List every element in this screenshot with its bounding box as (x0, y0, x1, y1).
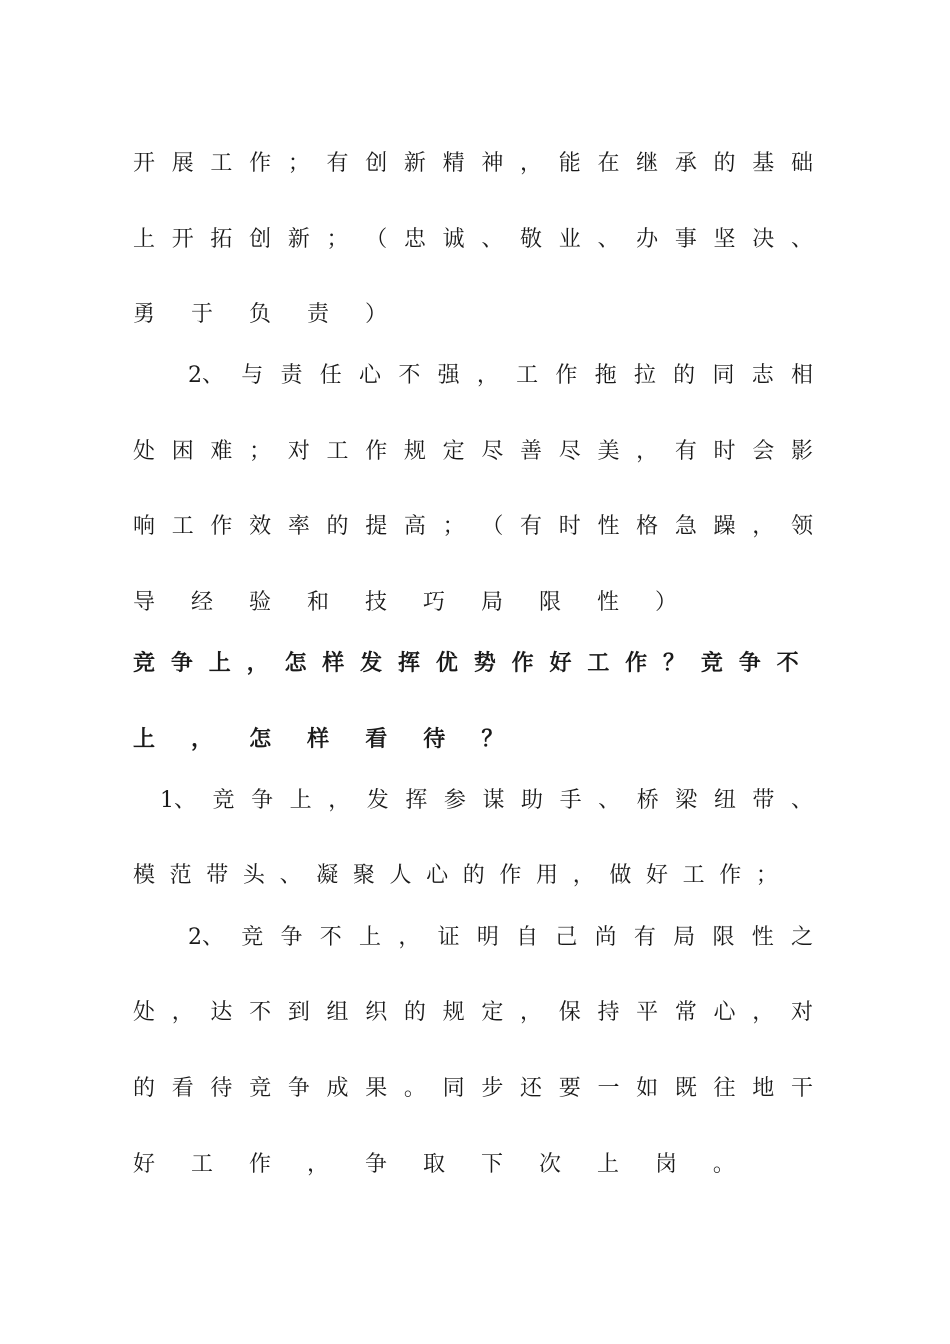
paragraph-line: 处 ， 达 不 到 组 织 的 规 定 ， 保 持 平 常 心 ， 对 (133, 1000, 813, 1025)
paragraph-line: 2、 与 责 任 心 不 强 ， 工 作 拖 拉 的 同 志 相 (188, 363, 813, 388)
paragraph-line: 1、 竞 争 上 ， 发 挥 参 谋 助 手 、 桥 梁 纽 带 、 (160, 788, 813, 813)
paragraph-line: 模 范 带 头 、 凝 聚 人 心 的 作 用 ， 做 好 工 作 ； (133, 863, 778, 888)
paragraph-line: 勇 于 负 责 ） (133, 302, 402, 327)
section-heading: 竞 争 上 ， 怎 样 发 挥 优 势 作 好 工 作 ？ 竞 争 不 (133, 651, 813, 676)
paragraph-line: 开 展 工 作 ； 有 创 新 精 神 ， 能 在 继 承 的 基 础 (133, 151, 813, 176)
paragraph-line: 2、 竞 争 不 上 ， 证 明 自 己 尚 有 局 限 性 之 (188, 925, 813, 950)
paragraph-line: 响 工 作 效 率 的 提 高 ； （ 有 时 性 格 急 躁 ， 领 (133, 514, 813, 539)
section-heading: 上 ， 怎 样 看 待 ？ (133, 727, 518, 752)
paragraph-line: 导 经 验 和 技 巧 局 限 性 ） (133, 590, 692, 615)
paragraph-line: 处 困 难 ； 对 工 作 规 定 尽 善 尽 美 ， 有 时 会 影 (133, 439, 813, 464)
paragraph-line: 的 看 待 竞 争 成 果 。 同 步 还 要 一 如 既 往 地 干 (133, 1076, 813, 1101)
paragraph-line: 上 开 拓 创 新 ； （ 忠 诚 、 敬 业 、 办 事 坚 决 、 (133, 227, 813, 252)
paragraph-line: 好 工 作 ， 争 取 下 次 上 岗 。 (133, 1152, 750, 1177)
